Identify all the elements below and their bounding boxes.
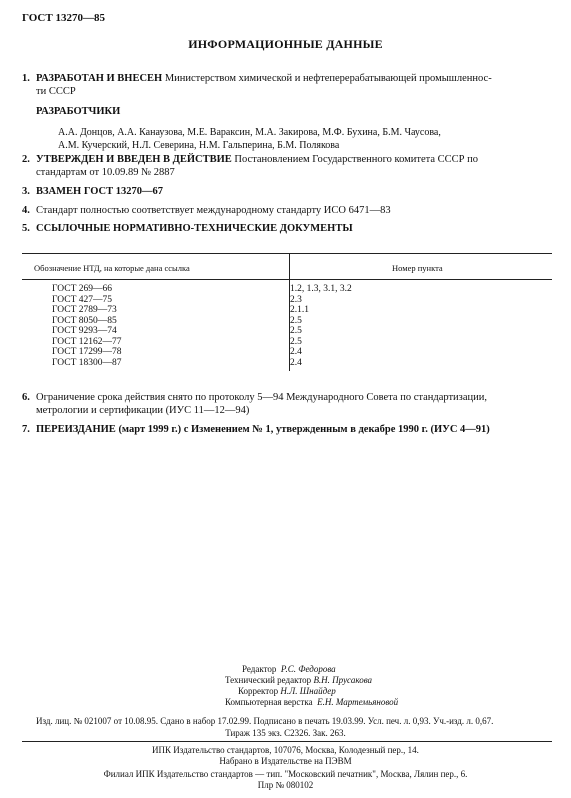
printer-address: Филиал ИПК Издательство стандартов — тип. "Московский печатник", Москва, Лялин пер., 6. <box>103 769 468 779</box>
imprint-print-run: Тираж 135 экз. С2326. Зак. 263. <box>225 728 346 738</box>
developers-heading: РАЗРАБОТЧИКИ <box>36 106 121 117</box>
table-cell-clause: 2.1.1 <box>290 305 309 315</box>
item-text: Стандарт полностью соответствует международному стандарту ИСО 6471—83 <box>36 205 391 216</box>
credit-role: Компьютерная верстка <box>225 697 313 707</box>
imprint-line: Изд. лиц. № 021007 от 10.08.95. Сдано в набор 17.02.99. Подписано в печать 19.03.99. Усл. печ. л. 0,93. Уч.-изд. л. 0,67. <box>36 716 494 726</box>
reference-table <box>22 253 552 373</box>
table-cell-designation: ГОСТ 17299—78 <box>52 347 122 357</box>
credit-editor <box>242 664 336 675</box>
publisher-address: ИПК Издательство стандартов, 107076, Москва, Колодезный пер., 14. <box>152 745 419 755</box>
table-header-designation: Обозначение НТД, на которые дана ссылка <box>34 263 190 273</box>
item-text-continued: метрологии и сертификации (ИУС 11—12—94) <box>36 405 250 416</box>
credit-name: В.Н. Прусакова <box>313 675 373 685</box>
table-cell-clause: 2.5 <box>290 336 302 347</box>
page-title: ИНФОРМАЦИОННЫЕ ДАННЫЕ <box>188 37 383 51</box>
table-cell-designation: ГОСТ 2789—73 <box>52 305 117 315</box>
item-text-continued: стандартам от 10.09.89 № 2887 <box>36 167 175 178</box>
document-code: ГОСТ 13270—85 <box>22 12 105 24</box>
item-number: 7. <box>22 424 30 435</box>
item-number: 3. <box>22 186 30 197</box>
item-number: 5. <box>22 223 30 234</box>
table-top-rule <box>22 253 552 254</box>
item-heading: ВЗАМЕН ГОСТ 13270—67 <box>36 186 164 197</box>
credit-proofreader <box>238 686 336 697</box>
developers-line: А.М. Кучерский, Н.Л. Северина, Н.М. Гальперина, Б.М. Полякова <box>58 140 340 151</box>
table-cell-designation: ГОСТ 427—75 <box>52 294 112 305</box>
item-heading: ССЫЛОЧНЫЕ НОРМАТИВНО-ТЕХНИЧЕСКИЕ ДОКУМЕНТЫ <box>36 223 353 234</box>
item-text: Министерством химической и нефтеперерабатывающей промышленнос- <box>164 73 492 84</box>
table-cell-designation: ГОСТ 18300—87 <box>52 357 122 368</box>
item-number: 2. <box>22 154 30 165</box>
item-2 <box>22 153 552 179</box>
table-cell-clause: 2.3 <box>290 294 302 305</box>
item-6 <box>22 391 552 417</box>
table-column-divider <box>289 279 290 371</box>
table-cell-clause: 2.4 <box>290 357 302 368</box>
credit-role: Редактор <box>242 664 277 674</box>
developers-line: А.А. Донцов, А.А. Канаузова, М.Е. Вараксин, М.А. Закирова, М.Ф. Бухина, Б.М. Чаусова, <box>58 127 441 138</box>
item-number: 6. <box>22 392 30 403</box>
item-text-continued: ти СССР <box>36 86 76 97</box>
credit-name: Н.Л. Шнайдер <box>280 686 336 696</box>
table-cell-designation: ГОСТ 9293—74 <box>52 326 117 336</box>
credit-role: Корректор <box>238 686 279 696</box>
item-3 <box>22 185 552 198</box>
license-number: Плр № 080102 <box>257 780 314 790</box>
table-cell-clause: 2.4 <box>290 347 302 357</box>
item-7 <box>22 423 552 436</box>
credit-name: Е.Н. Мартемьяновой <box>317 697 399 707</box>
developers-list <box>58 126 538 152</box>
item-text: (март 1999 г.) с Изменением № 1, утвержденным в декабре 1990 г. (ИУС 4—91) <box>118 424 490 435</box>
table-cell-designation: ГОСТ 12162—77 <box>52 336 122 347</box>
item-heading: РАЗРАБОТАН И ВНЕСЕН <box>36 73 163 84</box>
footer-rule <box>22 741 552 742</box>
item-number: 1. <box>22 73 30 84</box>
item-4 <box>22 204 552 217</box>
editorial-credits <box>0 664 571 710</box>
credit-tech-editor <box>225 675 372 686</box>
item-5 <box>22 222 552 235</box>
table-cell-clause: 2.5 <box>290 315 302 326</box>
table-header-rule <box>22 279 552 280</box>
table-column-divider <box>289 253 290 279</box>
table-cell-clause: 1.2, 1.3, 3.1, 3.2 <box>290 284 352 294</box>
credit-role: Технический редактор <box>225 675 312 685</box>
item-text: Постановлением Государственного комитета СССР по <box>234 154 479 165</box>
table-cell-designation: ГОСТ 269—66 <box>52 284 112 294</box>
item-heading: УТВЕРЖДЕН И ВВЕДЕН В ДЕЙСТВИЕ <box>36 154 232 165</box>
item-1 <box>22 72 552 98</box>
table-header-clause: Номер пункта <box>392 263 443 273</box>
item-number: 4. <box>22 205 30 216</box>
typeset-note: Набрано в Издательстве на ПЭВМ <box>219 756 352 766</box>
credit-layout <box>225 697 398 708</box>
table-cell-clause: 2.5 <box>290 326 302 336</box>
item-text: Ограничение срока действия снято по протоколу 5—94 Международного Совета по стандартизации, <box>36 392 487 403</box>
item-heading: ПЕРЕИЗДАНИЕ <box>36 424 116 435</box>
table-cell-designation: ГОСТ 8050—85 <box>52 315 117 326</box>
credit-name: Р.С. Федорова <box>280 664 336 674</box>
